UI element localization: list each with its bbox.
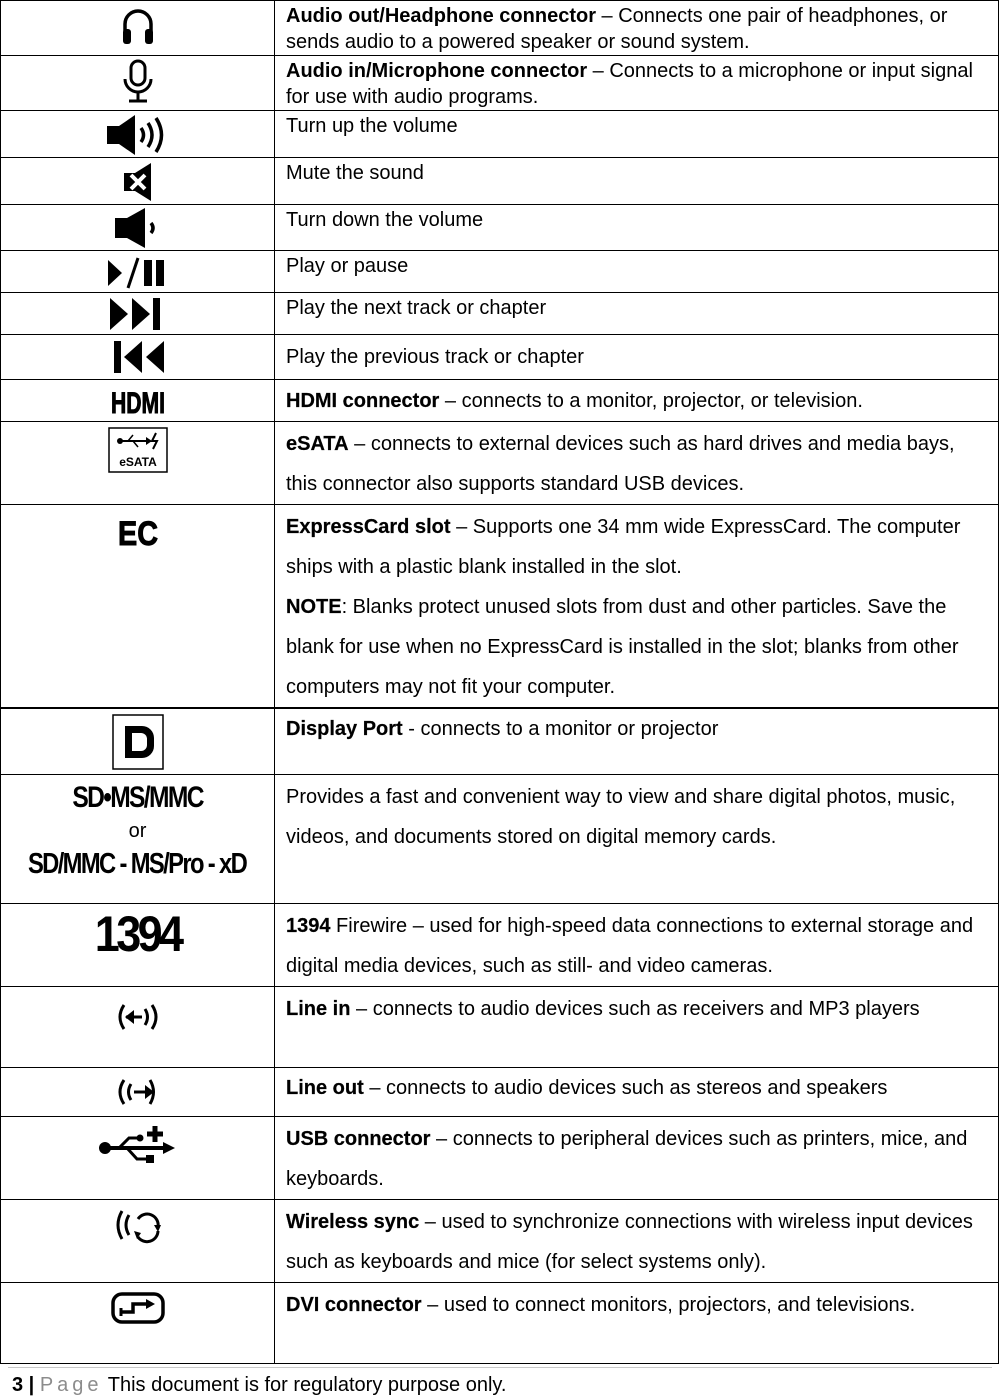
- icon-cell: [1, 205, 275, 251]
- connector-description: – connects to peripheral devices such as printers, mice, and keyboards.: [286, 1127, 968, 1190]
- table-row: [1, 158, 999, 205]
- esata-icon: [1, 427, 274, 473]
- expresscard-icon: [1, 515, 274, 551]
- display-port-icon: [1, 714, 274, 770]
- description-cell: [275, 251, 999, 293]
- table-row: [1, 111, 999, 158]
- note-label: NOTE: [286, 596, 342, 618]
- description-cell: [275, 1, 999, 56]
- description-cell: [275, 56, 999, 111]
- wireless-sync-icon: [1, 1205, 274, 1249]
- icon-cell: [1, 986, 275, 1067]
- connector-label: HDMI connector: [286, 390, 440, 412]
- icon-cell: [1, 774, 275, 903]
- table-row: [1, 251, 999, 293]
- table-row: [1, 380, 999, 422]
- usb-icon: [1, 1122, 274, 1168]
- row-text: Play the next track or chapter: [286, 297, 547, 319]
- connector-label: Audio out/Headphone connector: [286, 5, 596, 27]
- connector-description: – used to synchronize connections with wireless input devices such as keyboards and mice (for select systems only).: [286, 1210, 973, 1273]
- connector-label: Line in: [286, 997, 351, 1020]
- connector-label: Line out: [286, 1076, 364, 1099]
- icon-cell: [1, 111, 275, 158]
- table-row: [1, 422, 999, 505]
- description-cell: [275, 1199, 999, 1282]
- icon-cell: [1, 1116, 275, 1199]
- svg-text:eSATA: eSATA: [118, 455, 157, 469]
- connector-description: – connects to audio devices such as receivers and MP3 players: [350, 997, 920, 1020]
- description-cell: [275, 205, 999, 251]
- description-cell: [275, 903, 999, 986]
- description-cell: [275, 505, 999, 709]
- description-cell: [275, 158, 999, 205]
- description-cell: [275, 986, 999, 1067]
- play-pause-icon: [1, 256, 274, 290]
- table-row: [1, 986, 999, 1067]
- connector-description: - connects to a monitor or projector: [402, 718, 719, 740]
- icon-cell: [1, 1067, 275, 1116]
- icon-cell: [1, 1282, 275, 1363]
- connector-description: – connects to audio devices such as stereos and speakers: [363, 1076, 888, 1099]
- icon-cell: [1, 1, 275, 56]
- page-number: 3 |: [12, 1374, 35, 1396]
- row-text: Provides a fast and convenient way to view and share digital photos, music, videos, and documents stored on digital memory cards.: [286, 785, 956, 848]
- icon-cell: [1, 422, 275, 505]
- description-cell: [275, 774, 999, 903]
- memory-card-label-alt: SD/MMC - MS/Pro - xD: [28, 847, 247, 880]
- svg-text:EC: EC: [117, 515, 158, 553]
- description-cell: [275, 1067, 999, 1116]
- table-row: [1, 1, 999, 56]
- line-out-icon: [1, 1076, 274, 1108]
- line-in-icon: [1, 999, 274, 1035]
- row-text: Turn down the volume: [286, 209, 484, 231]
- icon-or-text: or: [128, 819, 147, 842]
- connector-label: eSATA: [286, 433, 349, 455]
- firewire-icon: 1394: [94, 905, 181, 962]
- volume-up-icon: [1, 113, 274, 157]
- icon-cell: [1, 56, 275, 111]
- headphone-icon: [1, 5, 274, 47]
- memory-card-label: SD•MS/MMC: [72, 780, 203, 814]
- row-text: Play the previous track or chapter: [286, 346, 584, 368]
- connector-label: DVI connector: [286, 1293, 422, 1316]
- hdmi-icon: [1, 385, 274, 419]
- table-row: [1, 293, 999, 335]
- icon-cell: [1, 903, 275, 986]
- connector-description: – connects to a monitor, projector, or television.: [439, 390, 863, 412]
- connector-description: – Connects one pair of headphones, or sends audio to a powered speaker or sound system.: [286, 5, 948, 53]
- icon-cell: [1, 505, 275, 709]
- description-cell: [275, 335, 999, 380]
- connector-label: Audio in/Microphone connector: [286, 60, 588, 82]
- icon-cell: [1, 335, 275, 380]
- description-cell: [275, 422, 999, 505]
- previous-track-icon: [1, 338, 274, 376]
- volume-down-icon: [1, 206, 274, 250]
- table-row: [1, 56, 999, 111]
- footer-note: This document is for regulatory purpose only.: [107, 1374, 507, 1396]
- next-track-icon: [1, 295, 274, 333]
- description-cell: [275, 380, 999, 422]
- table-row: [1, 1282, 999, 1363]
- table-row: [1, 903, 999, 986]
- connector-description: – connects to external devices such as hard drives and media bays, this connector also supports standard USB devices.: [286, 433, 955, 495]
- description-cell: [275, 1282, 999, 1363]
- connector-label: Wireless sync: [286, 1210, 420, 1233]
- row-text: Play or pause: [286, 255, 409, 277]
- connector-description: – Supports one 34 mm wide ExpressCard. The computer ships with a plastic blank installed in the slot.: [286, 516, 961, 578]
- icon-cell: [1, 158, 275, 205]
- connector-label: ExpressCard slot: [286, 516, 451, 538]
- icon-cell: [1, 708, 275, 774]
- page-word: Page: [39, 1374, 103, 1396]
- table-row: [1, 505, 999, 709]
- connector-label: USB connector: [286, 1127, 431, 1150]
- table-row: [1, 205, 999, 251]
- description-cell: [275, 111, 999, 158]
- connector-label: 1394: [286, 914, 331, 937]
- description-cell: [275, 293, 999, 335]
- svg-text:HDMI: HDMI: [110, 387, 165, 420]
- row-text: Mute the sound: [286, 162, 424, 184]
- icon-cell: [1, 1199, 275, 1282]
- microphone-icon: [1, 59, 274, 105]
- icon-cell: [1, 293, 275, 335]
- connector-description: – Connects to a microphone or input signal for use with audio programs.: [286, 60, 973, 108]
- footer-text: [12, 1374, 506, 1397]
- connector-label: Display Port: [286, 718, 403, 740]
- table-row: [1, 1116, 999, 1199]
- table-row: [1, 1067, 999, 1116]
- connector-description: Firewire – used for high-speed data connections to external storage and digital media devices, such as still- and video cameras.: [286, 914, 974, 977]
- description-cell: [275, 708, 999, 774]
- footer-divider: [8, 1367, 992, 1368]
- connector-description: – used to connect monitors, projectors, and televisions.: [421, 1293, 916, 1316]
- table-row: [1, 335, 999, 380]
- table-row: [1, 708, 999, 774]
- table-row: [1, 1199, 999, 1282]
- table-row: [1, 774, 999, 903]
- row-text: Turn up the volume: [286, 115, 458, 137]
- description-cell: [275, 1116, 999, 1199]
- icon-cell: [1, 380, 275, 422]
- dvi-icon: [1, 1291, 274, 1325]
- note-text: : Blanks protect unused slots from dust and other particles. Save the blank for use when no ExpressCard is installed in the slot; blanks from other computers may not fit your computer.: [286, 596, 959, 698]
- icon-cell: [1, 251, 275, 293]
- memory-card-icon: [1, 775, 274, 882]
- mute-icon: [1, 161, 274, 203]
